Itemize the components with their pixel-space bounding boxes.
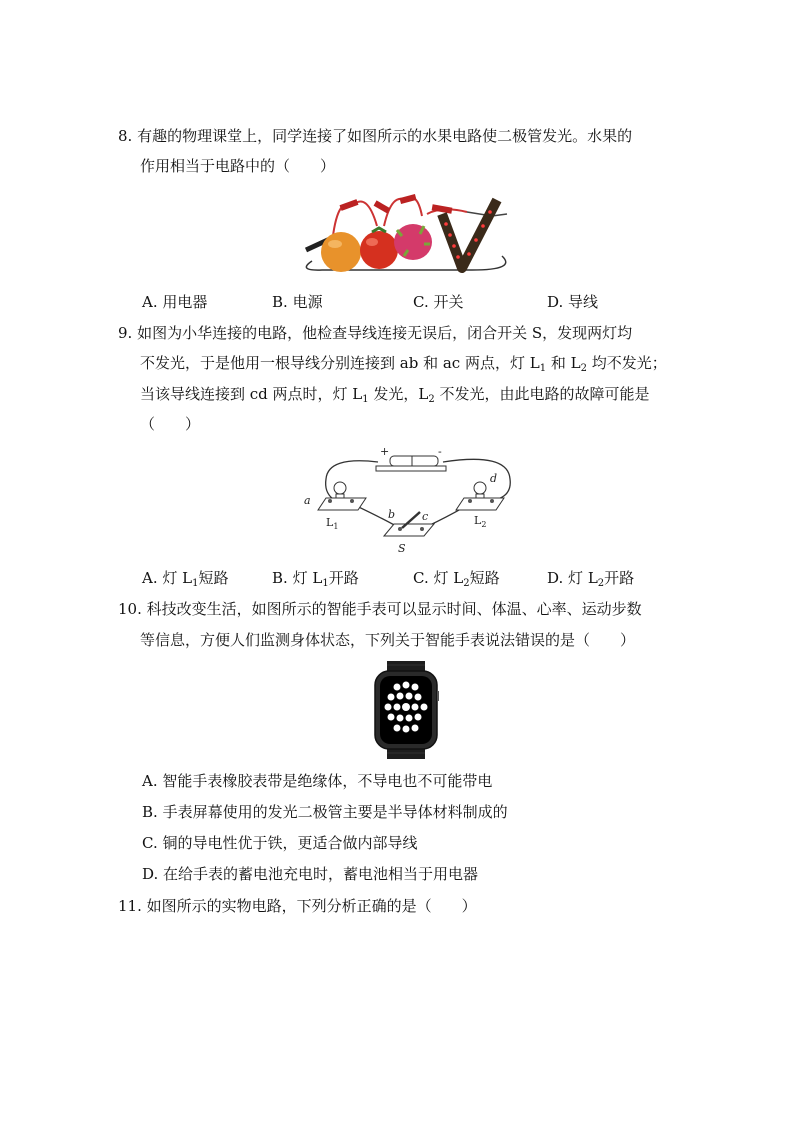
q10-line-2: [140, 630, 635, 650]
lamp-l1-label: $L_1$: [326, 516, 339, 531]
q10-line-1: [118, 599, 642, 619]
q9-option-d-sub: 2: [597, 578, 605, 589]
q9-stem-2b: 和 L: [546, 354, 581, 372]
q9-line-3: [140, 384, 650, 404]
q8-option-c[interactable]: [413, 292, 464, 312]
q9-stem-1: 如图为小华连接的电路，他检查导线连接无误后，闭合开关 S，发现两灯均: [137, 324, 633, 342]
fruit-circuit-image: [292, 186, 522, 278]
battery-minus-label: -: [438, 445, 442, 458]
q10-option-b-text: 手表屏幕使用的发光二极管主要是半导体材料制成的: [162, 803, 508, 821]
q9-option-d[interactable]: [547, 568, 634, 588]
point-a-label: a: [304, 494, 311, 507]
q10-option-d-letter: D.: [142, 865, 159, 883]
q11-stem-1: 如图所示的实物电路，下列分析正确的是（ ）: [146, 897, 477, 915]
q8-option-a-text: 用电器: [162, 293, 208, 311]
smartwatch-image: [373, 661, 439, 759]
q8-line-1: [118, 126, 632, 146]
q10-option-c[interactable]: [142, 833, 418, 853]
q9-option-c-post: 短路: [469, 569, 500, 587]
q9-sub-1: 1: [539, 363, 547, 374]
q9-option-d-letter: D.: [547, 569, 564, 587]
q9-option-c[interactable]: [413, 568, 500, 588]
q8-stem-1: 有趣的物理课堂上，同学连接了如图所示的水果电路使二极管发光。水果的: [137, 127, 633, 145]
q9-stem-3a: 当该导线连接到 cd 两点时，灯 L: [140, 385, 363, 403]
q9-answer-blank: （ ）: [140, 415, 201, 433]
q8-option-c-text: 开关: [433, 293, 464, 311]
q11-line-1: [118, 896, 477, 916]
q10-option-c-letter: C.: [142, 834, 158, 852]
q9-stem-2c: 均不发光；: [586, 354, 667, 372]
q9-line-1: [118, 323, 632, 343]
q9-sub-3: 1: [362, 394, 369, 405]
q9-line-4: [140, 414, 200, 434]
q9-option-c-sub: 2: [463, 578, 470, 589]
q9-option-b-sub: 1: [322, 578, 329, 589]
q10-stem-2: 等信息，方便人们监测身体状态，下列关于智能手表说法错误的是（ ）: [140, 631, 636, 649]
q9-option-d-text: 灯 L: [568, 569, 598, 587]
q8-option-d-letter: D.: [547, 293, 564, 311]
q9-option-b-post: 开路: [328, 569, 359, 587]
q9-option-a-post: 短路: [198, 569, 229, 587]
q10-option-b[interactable]: [142, 802, 508, 822]
q10-option-a[interactable]: [142, 771, 492, 791]
q8-stem-2: 作用相当于电路中的（ ）: [140, 157, 336, 175]
q10-option-a-letter: A.: [142, 772, 158, 790]
q9-option-a-letter: A.: [142, 569, 158, 587]
q10-option-b-letter: B.: [142, 803, 158, 821]
q8-option-a[interactable]: [142, 292, 207, 312]
q9-option-c-letter: C.: [413, 569, 429, 587]
point-b-label: b: [388, 508, 396, 521]
q8-option-d-text: 导线: [568, 293, 599, 311]
switch-s-label: S: [398, 542, 406, 555]
q9-sub-2: 2: [580, 363, 587, 374]
q11-number: 11.: [118, 897, 142, 915]
q9-option-b-text: 灯 L: [292, 569, 323, 587]
q10-option-a-text: 智能手表橡胶表带是绝缘体，不导电也不可能带电: [162, 772, 493, 790]
lamp-l2-label: $L_2$: [474, 514, 487, 529]
q8-option-a-letter: A.: [142, 293, 158, 311]
point-c-label: c: [422, 510, 429, 523]
q9-option-b[interactable]: [272, 568, 359, 588]
q8-option-b-letter: B.: [272, 293, 288, 311]
q9-option-c-text: 灯 L: [433, 569, 464, 587]
q8-option-d[interactable]: [547, 292, 598, 312]
q8-option-b-text: 电源: [292, 293, 323, 311]
q10-option-c-text: 铜的导电性优于铁，更适合做内部导线: [162, 834, 418, 852]
q8-number: 8.: [118, 127, 133, 145]
q10-stem-1: 科技改变生活，如图所示的智能手表可以显示时间、体温、心率、运动步数: [146, 600, 642, 618]
q9-option-a-text: 灯 L: [162, 569, 193, 587]
circuit-diagram: [298, 444, 523, 559]
q8-option-b[interactable]: [272, 292, 323, 312]
q9-stem-3b: 发光，L: [368, 385, 429, 403]
q10-option-d[interactable]: [142, 864, 478, 884]
q10-number: 10.: [118, 600, 142, 618]
q9-line-2: [140, 353, 667, 373]
q10-option-d-text: 在给手表的蓄电池充电时，蓄电池相当于用电器: [163, 865, 479, 883]
q9-number: 9.: [118, 324, 133, 342]
q9-option-a[interactable]: [142, 568, 229, 588]
q9-sub-4: 2: [428, 394, 435, 405]
q8-line-2: [140, 156, 335, 176]
q9-option-d-post: 开路: [604, 569, 635, 587]
point-d-label: d: [490, 472, 498, 485]
q9-stem-2a: 不发光，于是他用一根导线分别连接到 ab 和 ac 两点，灯 L: [140, 354, 540, 372]
q9-option-a-sub: 1: [192, 578, 199, 589]
q8-option-c-letter: C.: [413, 293, 429, 311]
q9-option-b-letter: B.: [272, 569, 288, 587]
battery-plus-label: +: [380, 445, 390, 458]
q9-stem-3c: 不发光，由此电路的故障可能是: [434, 385, 650, 403]
